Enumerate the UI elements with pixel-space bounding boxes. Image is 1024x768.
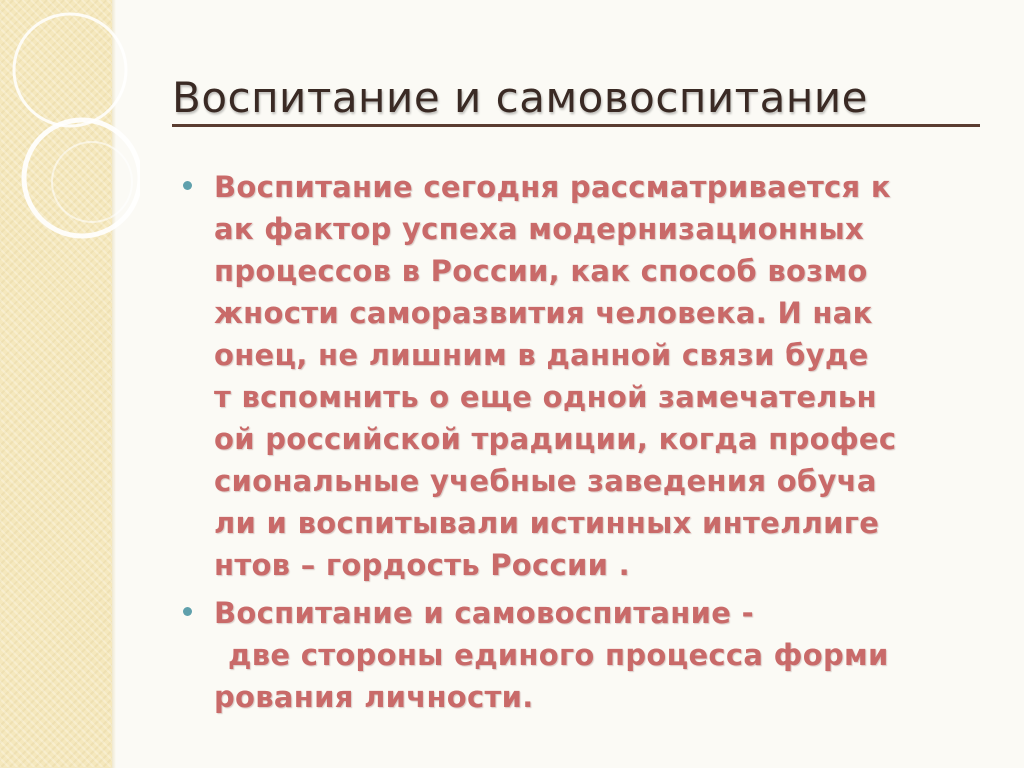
bullet-1-line-8: сиональные учебные заведения обуча <box>214 464 877 498</box>
bullet-1-line-5: онец, не лишним в данной связи буде <box>214 338 869 372</box>
slide-title: Воспитание и самовоспитание <box>172 73 868 122</box>
title-underline <box>172 124 980 127</box>
bullet-2-line-3: рования личности. <box>214 680 534 714</box>
bullet-item-1 <box>182 166 997 586</box>
bullet-1-line-10: нтов – гордость России . <box>214 548 630 582</box>
bullet-1-line-4: жности саморазвития человека. И нак <box>214 296 873 330</box>
bullet-1-line-1: Воспитание сегодня рассматривается к <box>214 170 891 204</box>
bullet-1-line-2: ак фактор успеха модернизационных <box>214 212 865 246</box>
bullet-item-2 <box>182 592 997 718</box>
decorative-ring-inner <box>52 142 132 222</box>
slide-content <box>182 166 997 718</box>
bullet-1-line-9: ли и воспитывали истинных интеллиге <box>214 506 880 540</box>
decorative-ring-small <box>14 14 126 126</box>
bullet-1-line-7: ой российской традиции, когда профес <box>214 422 897 456</box>
bullet-dot-icon <box>183 181 192 190</box>
bullet-1-line-6: т вспомнить о еще одной замечательн <box>214 380 877 414</box>
bullet-dot-icon <box>183 607 192 616</box>
bullet-2-line-1: Воспитание и самовоспитание - <box>214 596 754 630</box>
bullet-1-line-3: процессов в России, как способ возмо <box>214 254 868 288</box>
decorative-ring-large <box>24 120 140 236</box>
bullet-2-line-2: две стороны единого процесса форми <box>228 638 889 672</box>
decorative-rings <box>0 0 140 260</box>
